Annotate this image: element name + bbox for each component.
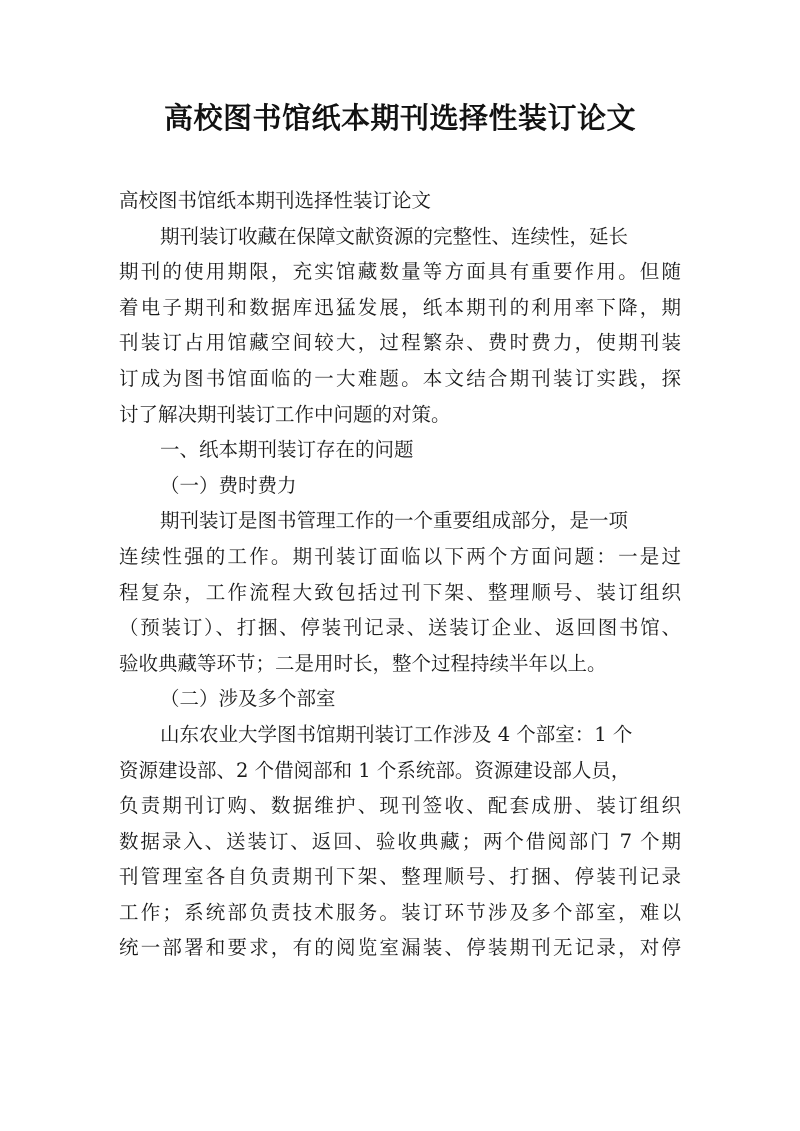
paragraph-line: 期刊装订收藏在保障文献资源的完整性、连续性，延长	[160, 224, 629, 248]
paragraph-line: 验收典藏等环节；二是用时长，整个过程持续半年以上。	[119, 651, 607, 675]
paragraph-line: 工作；系统部负责技术服务。装订环节涉及多个部室，难以	[119, 900, 681, 924]
paragraph-line: 订成为图书馆面临的一大难题。本文结合期刊装订实践，探	[119, 366, 681, 390]
paragraph-line: 资源建设部、2 个借阅部和 1 个系统部。资源建设部人员，	[119, 758, 631, 782]
subsection-heading: （二）涉及多个部室	[160, 687, 336, 711]
paragraph-line: 数据录入、送装订、返回、验收典藏；两个借阅部门 7 个期	[119, 829, 681, 853]
paragraph-line: 程复杂，工作流程大致包括过刊下架、整理顺号、装订组织	[119, 580, 681, 604]
paragraph-line: 期刊的使用期限，充实馆藏数量等方面具有重要作用。但随	[119, 260, 681, 284]
paragraph-line: 期刊装订是图书管理工作的一个重要组成部分，是一项	[160, 509, 629, 533]
paragraph-line: （预装订）、打捆、停装刊记录、送装订企业、返回图书馆、	[119, 616, 681, 640]
paragraph-line: 山东农业大学图书馆期刊装订工作涉及 4 个部室：1 个	[160, 722, 633, 746]
paragraph-line: 刊管理室各自负责期刊下架、整理顺号、打捆、停装刊记录	[119, 865, 681, 889]
paragraph-line: 讨了解决期刊装订工作中问题的对策。	[119, 402, 451, 426]
paragraph-line: 连续性强的工作。期刊装订面临以下两个方面问题：一是过	[119, 544, 681, 568]
paragraph-line: 着电子期刊和数据库迅猛发展，纸本期刊的利用率下降，期	[119, 295, 681, 319]
paragraph-line: 负责期刊订购、数据维护、现刊签收、配套成册、装订组织	[119, 794, 681, 818]
document-title: 高校图书馆纸本期刊选择性装订论文	[163, 101, 636, 135]
paragraph-line: 统一部署和要求，有的阅览室漏装、停装期刊无记录，对停	[119, 936, 681, 960]
document-body	[119, 183, 681, 966]
paragraph-line: 刊装订占用馆藏空间较大，过程繁杂、费时费力，使期刊装	[119, 331, 681, 355]
subsection-heading: （一）费时费力	[160, 473, 297, 497]
body-subtitle-line: 高校图书馆纸本期刊选择性装订论文	[119, 189, 432, 212]
section-heading: 一、纸本期刊装订存在的问题	[160, 438, 414, 462]
